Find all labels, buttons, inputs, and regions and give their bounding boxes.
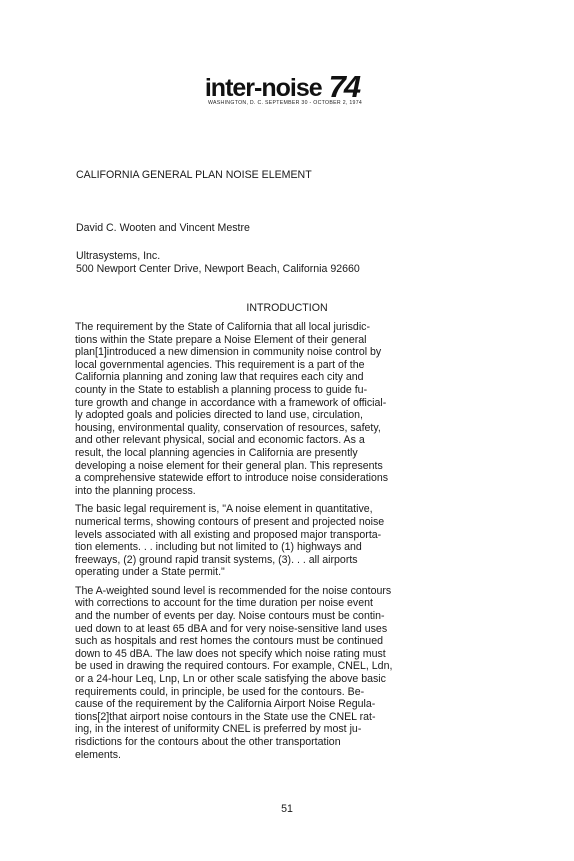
- text-line: tions within the State prepare a Noise Element of their general: [75, 333, 367, 346]
- text-line: ture growth and change in accordance with a framework of official-: [75, 396, 387, 409]
- logo-wordmark: inter-noise: [204, 74, 322, 102]
- text-line: ing, in the interest of uniformity CNEL is preferred by most ju-: [75, 723, 362, 736]
- text-line: into the planning process.: [75, 484, 196, 497]
- conference-logo: [0, 68, 574, 104]
- text-line: freeways, (2) ground rapid transit systems, (3). . . all airports: [75, 553, 358, 566]
- text-line: The A-weighted sound level is recommended for the noise contours: [75, 584, 392, 597]
- text-line: result, the local planning agencies in California are presently: [75, 446, 358, 459]
- text-line: numerical terms, showing contours of present and projected noise: [75, 515, 385, 528]
- paragraph: [75, 321, 505, 497]
- text-line: California planning and zoning law that requires each city and: [75, 371, 364, 384]
- logo-subtitle: WASHINGTON, D. C. SEPTEMBER 30 - OCTOBER 2, 1974: [208, 100, 363, 106]
- text-line: down to 45 dBA. The law does not specify which noise rating must: [75, 647, 386, 660]
- body-text: [75, 321, 505, 767]
- text-line: risdictions for the contours about the other transportation: [75, 736, 341, 748]
- text-line: and the number of events per day. Noise contours must be contin-: [75, 610, 385, 623]
- text-line: local governmental agencies. This requirement is a part of the: [75, 358, 365, 371]
- text-line: or a 24-hour Leq, Lnp, Ln or other scale satisfying the above basic: [75, 673, 386, 686]
- text-line: county in the State to establish a planning process to guide fu-: [75, 383, 368, 396]
- affiliation-organization: Ultrasystems, Inc.: [76, 250, 161, 262]
- text-line: plan[1]introduced a new dimension in community noise control by: [75, 346, 382, 359]
- text-line: requirements could, in principle, be used for the contours. Be-: [75, 685, 365, 698]
- text-line: tion elements. . . including but not limited to (1) highways and: [75, 541, 362, 554]
- author-affiliation: [76, 250, 360, 275]
- text-line: ued down to at least 65 dBA and for very noise-sensitive land uses: [75, 622, 388, 635]
- text-line: tions[2]that airport noise contours in the State use the CNEL rat-: [75, 710, 376, 723]
- text-line: a comprehensive statewide effort to introduce noise considerations: [75, 472, 389, 485]
- paper-title: CALIFORNIA GENERAL PLAN NOISE ELEMENT: [76, 169, 312, 181]
- text-line: The basic legal requirement is, "A noise element in quantitative,: [75, 503, 373, 516]
- text-line: elements.: [75, 748, 121, 761]
- page-number: 51: [281, 803, 293, 815]
- text-line: cause of the requirement by the California Airport Noise Regula-: [75, 698, 376, 711]
- text-line: developing a noise element for their general plan. This represents: [75, 459, 383, 472]
- paragraph: [75, 503, 505, 579]
- text-line: housing, environmental quality, conservation of resources, safety,: [75, 421, 381, 434]
- text-line: such as hospitals and rest homes the contours must be continued: [75, 635, 383, 648]
- affiliation-address: 500 Newport Center Drive, Newport Beach, California 92660: [76, 262, 360, 275]
- text-line: with corrections to account for the time duration per noise event: [75, 597, 373, 610]
- paper-authors: David C. Wooten and Vincent Mestre: [76, 222, 250, 234]
- section-heading: INTRODUCTION: [246, 302, 328, 314]
- paragraph: [75, 585, 505, 761]
- text-line: The requirement by the State of California that all local jurisdic-: [75, 321, 371, 333]
- text-line: and other relevant physical, social and economic factors. As a: [75, 434, 365, 447]
- text-line: be used in drawing the required contours. For example, CNEL, Ldn,: [75, 660, 393, 673]
- text-line: operating under a State permit.": [75, 566, 225, 579]
- text-line: ly adopted goals and policies directed to land use, circulation,: [75, 409, 363, 422]
- text-line: levels associated with all existing and proposed major transporta-: [75, 528, 382, 541]
- logo-year: 74: [328, 69, 360, 104]
